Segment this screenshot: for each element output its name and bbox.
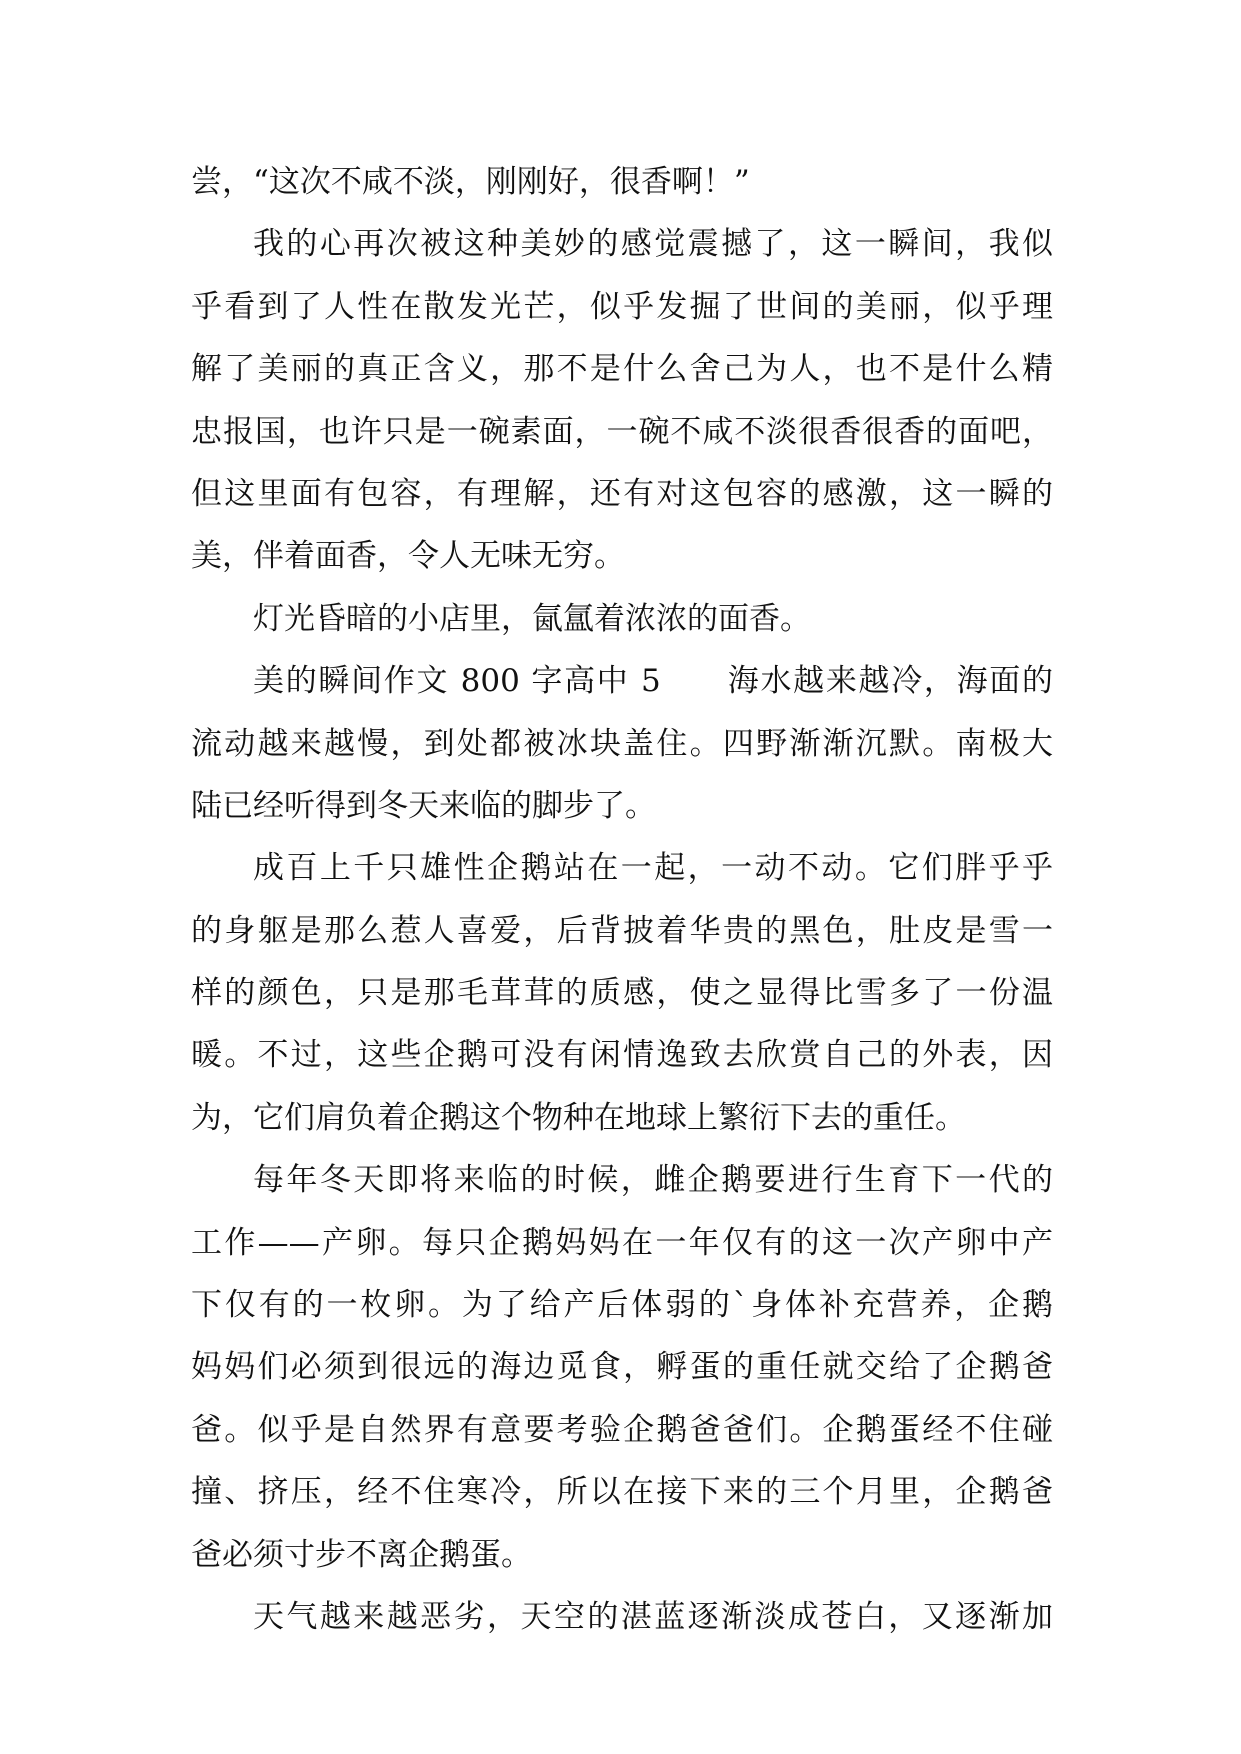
text-line: 下仅有的一枚卵。为了给产后体弱的`身体补充营养，企鹅 <box>191 1287 1053 1324</box>
text-line: 成百上千只雄性企鹅站在一起，一动不动。它们胖乎乎 <box>253 850 1053 887</box>
document-page <box>191 151 1053 1648</box>
text-line: 为，它们肩负着企鹅这个物种在地球上繁衍下去的重任。 <box>191 1099 966 1136</box>
text-line: 但这里面有包容，有理解，还有对这包容的感激，这一瞬的 <box>191 475 1053 512</box>
text-line: 我的心再次被这种美妙的感觉震撼了，这一瞬间，我似 <box>253 226 1053 263</box>
text-line: 工作——产卵。每只企鹅妈妈在一年仅有的这一次产卵中产 <box>191 1224 1053 1261</box>
text-line: 妈妈们必须到很远的海边觅食，孵蛋的重任就交给了企鹅爸 <box>191 1349 1053 1386</box>
text-line: 忠报国，也许只是一碗素面，一碗不咸不淡很香很香的面吧， <box>191 413 1053 450</box>
text-line: 美，伴着面香，令人无味无穷。 <box>191 538 625 575</box>
text-line: 每年冬天即将来临的时候，雌企鹅要进行生育下一代的 <box>253 1162 1053 1199</box>
text-line: 天气越来越恶劣，天空的湛蓝逐渐淡成苍白，又逐渐加 <box>253 1598 1053 1635</box>
text-line: 样的颜色，只是那毛茸茸的质感，使之显得比雪多了一份温 <box>191 975 1053 1012</box>
text-line: 乎看到了人性在散发光芒，似乎发掘了世间的美丽，似乎理 <box>191 288 1053 325</box>
text-line: 暖。不过，这些企鹅可没有闲情逸致去欣赏自己的外表，因 <box>191 1037 1053 1074</box>
text-line: 解了美丽的真正含义，那不是什么舍己为人，也不是什么精 <box>191 351 1053 388</box>
text-line: 灯光昏暗的小店里，氤氲着浓浓的面香。 <box>253 600 811 637</box>
text-line: 爸。似乎是自然界有意要考验企鹅爸爸们。企鹅蛋经不住碰 <box>191 1411 1053 1448</box>
text-line: 的身躯是那么惹人喜爱，后背披着华贵的黑色，肚皮是雪一 <box>191 912 1053 949</box>
text-line: 流动越来越慢，到处都被冰块盖住。四野渐渐沉默。南极大 <box>191 725 1053 762</box>
text-line: 陆已经听得到冬天来临的脚步了。 <box>191 787 656 824</box>
text-line: 爸必须寸步不离企鹅蛋。 <box>191 1536 532 1573</box>
text-line: 撞、挤压，经不住寒冷，所以在接下来的三个月里，企鹅爸 <box>191 1474 1053 1511</box>
text-line: 尝，“这次不咸不淡，刚刚好，很香啊！” <box>191 164 750 200</box>
text-line: 美的瞬间作文 800 字高中 5 海水越来越冷，海面的 <box>253 663 1053 700</box>
